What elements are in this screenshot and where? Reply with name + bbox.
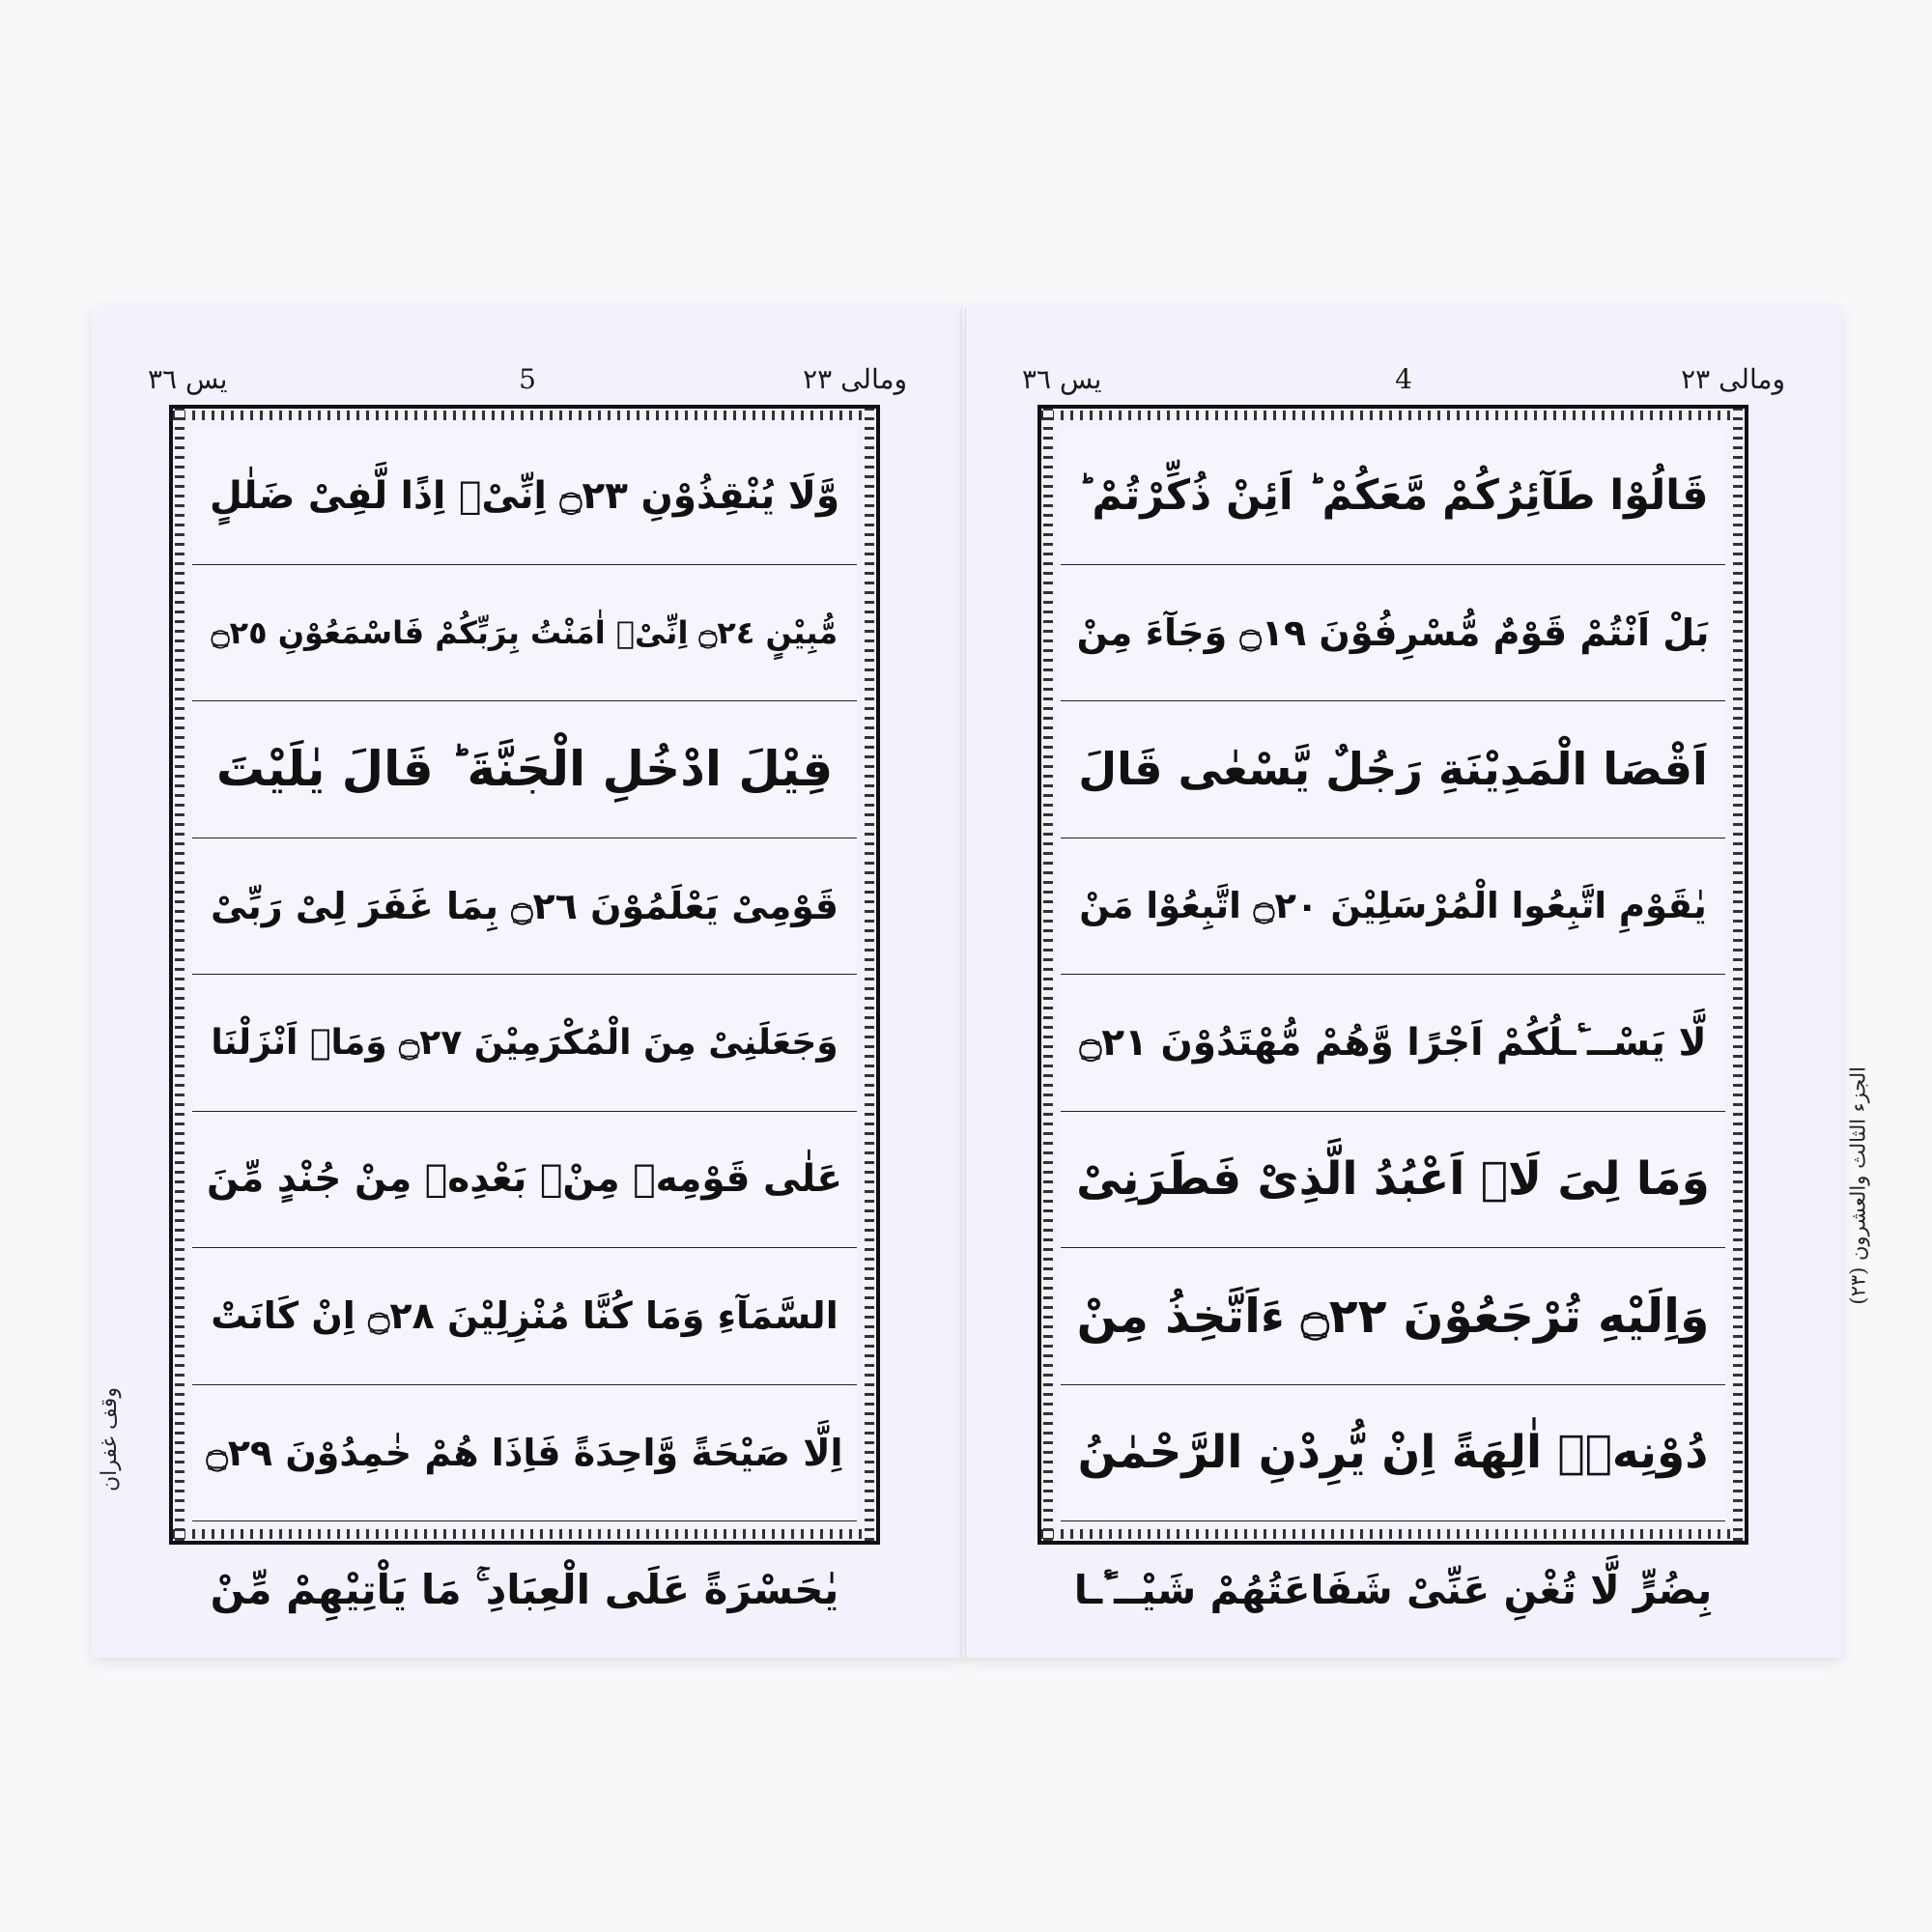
surah-label: يس ٣٦: [148, 363, 228, 395]
verse-line: [1061, 1112, 1725, 1249]
border-ornament: [1043, 409, 1053, 1541]
text-frame: [1037, 405, 1748, 1613]
verse-line: [192, 1248, 857, 1385]
text-frame: [169, 405, 880, 1613]
border-ornament: [175, 409, 185, 1541]
border-ornament: [1041, 411, 1745, 420]
verse-text: یٰقَوْمِ اتَّبِعُوا الْمُرْسَلِیْنَ ۝٢٠ اتَّبِعُوْا مَنْ: [1079, 885, 1707, 927]
verse-lines: [192, 428, 857, 1613]
verse-text: وَمَا لِیَ لَاۤ اَعْبُدُ الَّذِیْ فَطَرَنِیْ: [1076, 1152, 1710, 1207]
verse-text: السَّمَآءِ وَمَا كُنَّا مُنْزِلِیْنَ ۝٢٨ اِنْ كَانَتْ: [211, 1294, 838, 1338]
right-page: [965, 307, 1870, 1658]
verse-line: [192, 565, 857, 702]
verse-text: بِضُرٍّ لَّا تُغْنِ عَنِّیْ شَفَاعَتُهُمْ شَیْــٴًـا: [1073, 1566, 1713, 1613]
border-ornament: [1733, 409, 1743, 1541]
verse-line: [192, 701, 857, 838]
verse-text: وَجَعَلَنِیْ مِنَ الْمُكْرَمِیْنَ ۝٢٧ وَمَاۤ اَنْزَلْنَا: [211, 1022, 838, 1063]
verse-text: اِلَّا صَیْحَةً وَّاحِدَةً فَاِذَا هُمْ خٰمِدُوْنَ ۝٢٩: [206, 1431, 843, 1474]
page-header: [1022, 363, 1785, 402]
verse-text: مُّبِیْنٍ ۝٢٤ اِنِّیْۤ اٰمَنْتُ بِرَبِّكُمْ فَاسْمَعُوْنِ ۝٢٥: [211, 613, 838, 651]
page-number: 4: [1395, 363, 1412, 395]
verse-line: [192, 1112, 857, 1249]
juz-label: ومالى ٢٣: [1681, 363, 1785, 395]
verse-line: [1061, 975, 1725, 1112]
verse-text: وَاِلَیْهِ تُرْجَعُوْنَ ۝٢٢ ءَاَتَّخِذُ مِنْ: [1076, 1288, 1710, 1344]
verse-line: [1061, 838, 1725, 976]
verse-text: بَلْ اَنْتُمْ قَوْمٌ مُّسْرِفُوْنَ ۝١٩ وَجَآءَ مِنْ: [1076, 611, 1710, 654]
verse-text: قَالُوْا طَآئِرُكُمْ مَّعَكُمْ ؕ اَئِنْ ذُكِّرْتُمْ ؕ: [1077, 471, 1709, 521]
verse-lines: [1061, 428, 1725, 1613]
margin-note: الجزء الثالث والعشرون (٢٣): [1847, 1066, 1870, 1305]
open-booklet: [92, 307, 1870, 1658]
juz-label: ومالى ٢٣: [803, 363, 907, 395]
verse-line: [1061, 565, 1725, 702]
verse-text: قَوْمِیْ یَعْلَمُوْنَ ۝٢٦ بِمَا غَفَرَ لِیْ رَبِّیْ: [211, 884, 838, 927]
verse-line: [1061, 1385, 1725, 1522]
verse-line: [192, 1521, 857, 1659]
verse-text: لَّا یَسْــٴَـلُكُمْ اَجْرًا وَّهُمْ مُّهْتَدُوْنَ ۝٢١: [1079, 1020, 1707, 1065]
border-ornament: [865, 409, 874, 1541]
verse-line: [1061, 1521, 1725, 1659]
page-header: [148, 363, 907, 402]
left-page: [92, 307, 964, 1658]
verse-text: دُوْنِهٖۤ اٰلِهَةً اِنْ یُّرِدْنِ الرَّحْمٰنُ: [1077, 1426, 1709, 1480]
verse-text: قِیْلَ ادْخُلِ الْجَنَّةَ ؕ قَالَ یٰلَیْتَ: [215, 741, 834, 798]
verse-line: [192, 838, 857, 976]
verse-line: [1061, 1248, 1725, 1385]
verse-line: [1061, 428, 1725, 565]
verse-line: [192, 428, 857, 565]
margin-note: وقف غفران: [98, 1387, 122, 1492]
verse-text: وَّلَا يُنْقِذُوْنِ ۝٢٣ اِنِّیْۤ اِذًا لَّفِیْ ضَلٰلٍ: [209, 473, 840, 518]
verse-text: اَقْصَا الْمَدِیْنَةِ رَجُلٌ یَّسْعٰى قَالَ: [1078, 743, 1708, 796]
verse-line: [1061, 701, 1725, 838]
border-ornament: [173, 411, 876, 420]
page-number: 5: [519, 363, 536, 395]
verse-line: [192, 1385, 857, 1522]
verse-line: [192, 975, 857, 1112]
verse-text: یٰحَسْرَةً عَلَى الْعِبَادِ ۚ مَا یَاْتِیْهِمْ مِّنْ: [210, 1565, 839, 1613]
surah-label: يس ٣٦: [1022, 363, 1102, 395]
verse-text: عَلٰى قَوْمِهٖ مِنْۢ بَعْدِهٖ مِنْ جُنْدٍ مِّنَ: [207, 1157, 842, 1202]
